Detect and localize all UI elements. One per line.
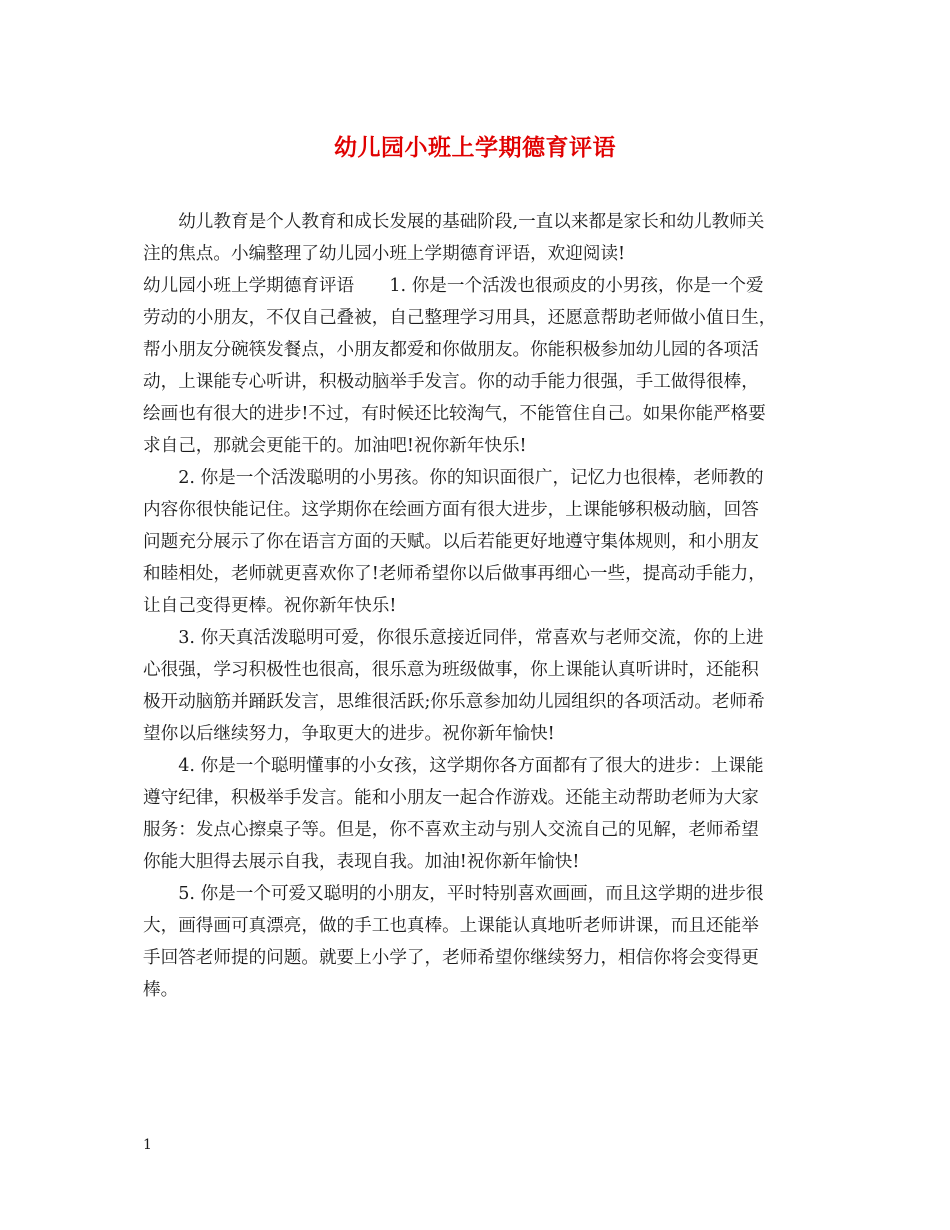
text-line: 大，画得画可真漂亮，做的手工也真棒。上课能认真地听老师讲课，而且还能举	[143, 916, 759, 936]
text-line: 让自己变得更棒。祝你新年快乐!	[143, 596, 397, 616]
text-line: 望你以后继续努力，争取更大的进步。祝你新年愉快!	[143, 724, 555, 744]
text-line: 极开动脑筋并踊跃发言，思维很活跃;你乐意参加幼儿园组织的各项活动。老师希	[143, 692, 765, 712]
text-line: 绘画也有很大的进步!不过，有时候还比较淘气，不能管住自己。如果你能严格要	[143, 404, 766, 424]
text-line: 内容你很快能记住。这学期你在绘画方面有很大进步，上课能够积极动脑，回答	[143, 500, 759, 520]
text-line: 手回答老师提的问题。就要上小学了，老师希望你继续努力，相信你将会变得更	[143, 948, 759, 968]
text-line: 3. 你天真活泼聪明可爱，你很乐意接近同伴，常喜欢与老师交流，你的上进	[143, 628, 764, 648]
text-line: 棒。	[143, 980, 179, 1000]
text-line: 遵守纪律，积极举手发言。能和小朋友一起合作游戏。还能主动帮助老师为大家	[143, 788, 759, 808]
text-line: 你能大胆得去展示自我，表现自我。加油!祝你新年愉快!	[143, 852, 580, 872]
text-line: 动，上课能专心听讲，积极动脑举手发言。你的动手能力很强，手工做得很棒，	[143, 372, 759, 392]
text-line: 幼儿教育是个人教育和成长发展的基础阶段,一直以来都是家长和幼儿教师关	[143, 212, 765, 232]
text-line: 和睦相处，老师就更喜欢你了!老师希望你以后做事再细心一些，提高动手能力，	[143, 564, 766, 584]
text-line: 2. 你是一个活泼聪明的小男孩。你的知识面很广，记忆力也很棒，老师教的	[143, 468, 764, 488]
text-line: 注的焦点。小编整理了幼儿园小班上学期德育评语，欢迎阅读!	[143, 244, 626, 264]
text-line: 问题充分展示了你在语言方面的天赋。以后若能更好地遵守集体规则，和小朋友	[143, 532, 759, 552]
text-line: 5. 你是一个可爱又聪明的小朋友，平时特别喜欢画画，而且这学期的进步很	[143, 884, 764, 904]
text-line: 求自己，那就会更能干的。加油吧!祝你新年快乐!	[143, 436, 527, 456]
text-line: 劳动的小朋友，不仅自己叠被，自己整理学习用具，还愿意帮助老师做小值日生，	[143, 308, 777, 328]
text-line: 服务：发点心擦桌子等。但是，你不喜欢主动与别人交流自己的见解，老师希望	[143, 820, 759, 840]
text-line: 4. 你是一个聪明懂事的小女孩，这学期你各方面都有了很大的进步：上课能	[143, 756, 764, 776]
text-line: 幼儿园小班上学期德育评语 1. 你是一个活泼也很顽皮的小男孩，你是一个爱	[143, 276, 764, 296]
page-number: 1	[143, 1137, 152, 1153]
text-line: 帮小朋友分碗筷发餐点，小朋友都爱和你做朋友。你能积极参加幼儿园的各项活	[143, 340, 759, 360]
text-line: 心很强，学习积极性也很高，很乐意为班级做事，你上课能认真听讲时，还能积	[143, 660, 759, 680]
page-title: 幼儿园小班上学期德育评语	[334, 134, 616, 161]
